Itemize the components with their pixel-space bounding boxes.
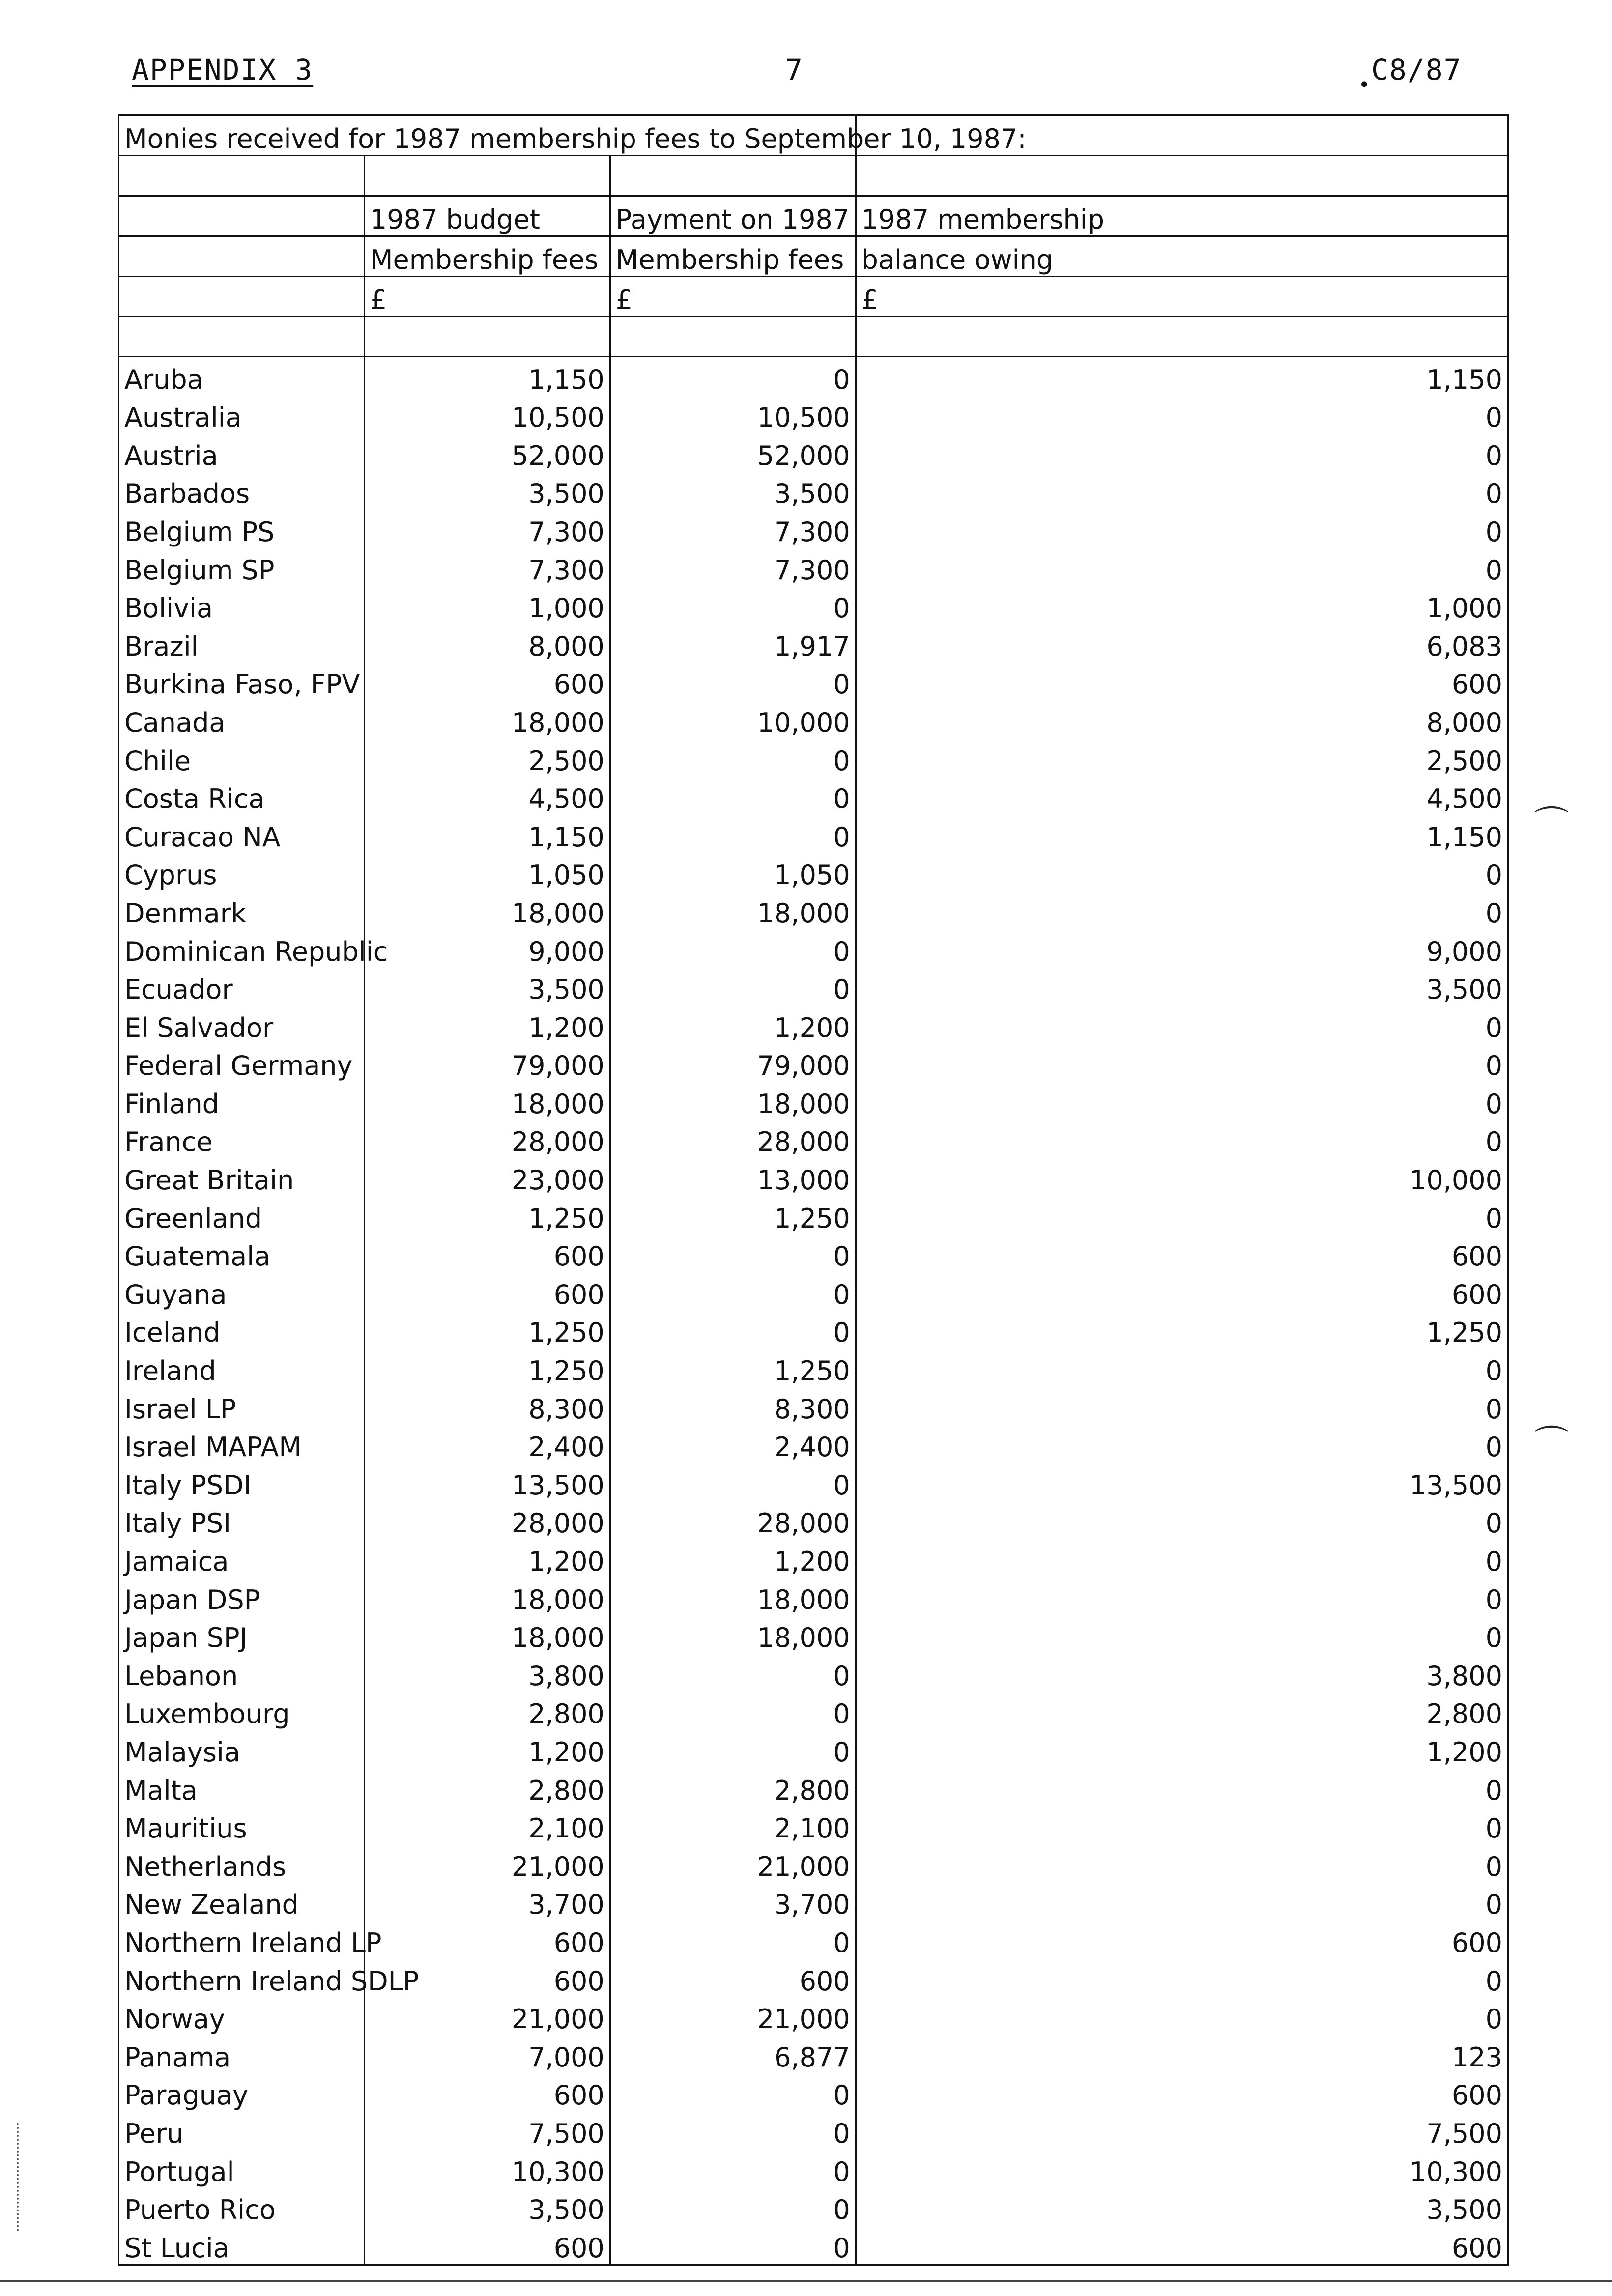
country-cell: El Salvador — [119, 1005, 365, 1044]
balance-cell: 13,500 — [856, 1463, 1508, 1501]
table-row — [119, 1387, 1508, 1425]
payment-cell: 0 — [610, 1311, 856, 1349]
payment-cell: 18,000 — [610, 1616, 856, 1654]
payment-cell: 3,700 — [610, 1883, 856, 1921]
payment-cell: 28,000 — [610, 1501, 856, 1540]
balance-header-line-1: 1987 membership — [856, 196, 1508, 236]
payment-cell: 0 — [610, 1463, 856, 1501]
budget-cell: 600 — [364, 2073, 610, 2112]
payment-header-line-2: Membership fees — [610, 236, 856, 277]
balance-cell: 0 — [856, 1425, 1508, 1464]
country-cell: Dominican Republic — [119, 929, 365, 968]
payment-cell: 0 — [610, 2226, 856, 2265]
empty-cell — [610, 317, 856, 357]
table-row — [119, 2073, 1508, 2112]
budget-cell: 600 — [364, 1921, 610, 1959]
empty-cell — [364, 156, 610, 196]
balance-header-line-2: balance owing — [856, 236, 1508, 277]
table-row — [119, 2111, 1508, 2150]
country-cell: Guyana — [119, 1272, 365, 1311]
payment-cell: 1,200 — [610, 1539, 856, 1578]
payment-cell: 8,300 — [610, 1387, 856, 1425]
payment-cell: 28,000 — [610, 1120, 856, 1158]
budget-cell: 7,300 — [364, 510, 610, 548]
country-cell: Belgium PS — [119, 510, 365, 548]
budget-cell: 1,250 — [364, 1196, 610, 1234]
column-header-row-2 — [119, 236, 1508, 277]
membership-fees-table — [118, 114, 1509, 2266]
margin-dots — [17, 2123, 22, 2231]
balance-cell: 0 — [856, 1539, 1508, 1578]
payment-cell: 0 — [610, 929, 856, 968]
payment-cell: 2,800 — [610, 1768, 856, 1807]
budget-cell: 3,500 — [364, 472, 610, 510]
country-cell: France — [119, 1120, 365, 1158]
table-row — [119, 624, 1508, 662]
country-cell: Costa Rica — [119, 777, 365, 815]
payment-cell: 79,000 — [610, 1044, 856, 1082]
payment-cell: 18,000 — [610, 1082, 856, 1120]
balance-cell: 600 — [856, 2226, 1508, 2265]
table-row — [119, 1463, 1508, 1501]
payment-cell: 1,917 — [610, 624, 856, 662]
balance-cell: 0 — [856, 548, 1508, 586]
country-cell: Belgium SP — [119, 548, 365, 586]
payment-cell: 52,000 — [610, 433, 856, 472]
table-row — [119, 1234, 1508, 1273]
budget-cell: 3,500 — [364, 968, 610, 1006]
budget-cell: 7,500 — [364, 2111, 610, 2150]
table-row — [119, 1921, 1508, 1959]
payment-cell: 0 — [610, 357, 856, 396]
budget-cell: 18,000 — [364, 700, 610, 739]
balance-cell: 0 — [856, 396, 1508, 434]
budget-cell: 600 — [364, 1272, 610, 1311]
country-cell: Greenland — [119, 1196, 365, 1234]
table-row — [119, 853, 1508, 891]
budget-cell: 23,000 — [364, 1158, 610, 1196]
payment-header-line-1: Payment on 1987 — [610, 196, 856, 236]
country-cell: Italy PSDI — [119, 1463, 365, 1501]
country-cell: Northern Ireland LP — [119, 1921, 365, 1959]
country-cell: Guatemala — [119, 1234, 365, 1273]
country-cell: New Zealand — [119, 1883, 365, 1921]
payment-cell: 0 — [610, 2073, 856, 2112]
budget-cell: 600 — [364, 662, 610, 701]
payment-cell: 2,400 — [610, 1425, 856, 1464]
budget-cell: 21,000 — [364, 1997, 610, 2036]
country-cell: Finland — [119, 1082, 365, 1120]
table-row — [119, 1844, 1508, 1883]
table-row — [119, 2188, 1508, 2226]
payment-cell: 21,000 — [610, 1844, 856, 1883]
budget-cell: 600 — [364, 2226, 610, 2265]
country-cell: Austria — [119, 433, 365, 472]
balance-cell: 1,150 — [856, 357, 1508, 396]
balance-cell: 600 — [856, 1234, 1508, 1273]
country-cell: Federal Germany — [119, 1044, 365, 1082]
country-cell: Peru — [119, 2111, 365, 2150]
balance-cell: 3,800 — [856, 1654, 1508, 1692]
budget-cell: 1,150 — [364, 815, 610, 853]
country-cell: Japan SPJ — [119, 1616, 365, 1654]
country-cell: Bolivia — [119, 586, 365, 625]
budget-cell: 1,000 — [364, 586, 610, 625]
country-cell: Jamaica — [119, 1539, 365, 1578]
budget-cell: 18,000 — [364, 1616, 610, 1654]
budget-header-line-1: 1987 budget — [364, 196, 610, 236]
country-cell: Ecuador — [119, 968, 365, 1006]
empty-cell — [856, 156, 1508, 196]
country-cell: Malta — [119, 1768, 365, 1807]
budget-cell: 2,800 — [364, 1692, 610, 1730]
table-row — [119, 1616, 1508, 1654]
budget-cell: 3,700 — [364, 1883, 610, 1921]
table-row — [119, 1654, 1508, 1692]
balance-cell: 2,500 — [856, 739, 1508, 777]
table-row — [119, 1807, 1508, 1845]
balance-cell: 1,000 — [856, 586, 1508, 625]
table-row — [119, 968, 1508, 1006]
payment-cell: 2,100 — [610, 1807, 856, 1845]
balance-cell: 0 — [856, 1883, 1508, 1921]
table-row — [119, 929, 1508, 968]
balance-cell: 1,150 — [856, 815, 1508, 853]
balance-cell: 0 — [856, 1082, 1508, 1120]
table-row — [119, 510, 1508, 548]
budget-cell: 18,000 — [364, 1578, 610, 1616]
spacer-row — [119, 317, 1508, 357]
table-row — [119, 700, 1508, 739]
country-cell: Australia — [119, 396, 365, 434]
table-row — [119, 357, 1508, 396]
balance-cell: 7,500 — [856, 2111, 1508, 2150]
payment-cell: 18,000 — [610, 1578, 856, 1616]
balance-cell: 8,000 — [856, 700, 1508, 739]
budget-cell: 21,000 — [364, 1844, 610, 1883]
country-cell: Northern Ireland SDLP — [119, 1959, 365, 1997]
payment-cell: 600 — [610, 1959, 856, 1997]
table-row — [119, 1997, 1508, 2036]
budget-cell: 1,200 — [364, 1005, 610, 1044]
table-row — [119, 396, 1508, 434]
table-row — [119, 1005, 1508, 1044]
budget-cell: 1,150 — [364, 357, 610, 396]
budget-cell: 600 — [364, 1959, 610, 1997]
budget-cell: 8,000 — [364, 624, 610, 662]
balance-cell: 600 — [856, 1921, 1508, 1959]
balance-cell: 0 — [856, 1044, 1508, 1082]
table-row — [119, 739, 1508, 777]
table-row — [119, 1730, 1508, 1768]
payment-cell: 0 — [610, 2111, 856, 2150]
table-row — [119, 1349, 1508, 1387]
table-row — [119, 1959, 1508, 1997]
margin-mark: ⌒ — [1534, 804, 1569, 844]
budget-cell: 10,300 — [364, 2150, 610, 2188]
table-row — [119, 433, 1508, 472]
balance-cell: 0 — [856, 472, 1508, 510]
budget-cell: 2,400 — [364, 1425, 610, 1464]
budget-cell: 1,200 — [364, 1730, 610, 1768]
payment-cell: 13,000 — [610, 1158, 856, 1196]
balance-cell: 0 — [856, 433, 1508, 472]
payment-cell: 0 — [610, 968, 856, 1006]
table-row — [119, 815, 1508, 853]
country-cell: Paraguay — [119, 2073, 365, 2112]
balance-cell: 0 — [856, 1120, 1508, 1158]
country-cell: Malaysia — [119, 1730, 365, 1768]
budget-cell: 1,250 — [364, 1311, 610, 1349]
payment-cell: 0 — [610, 815, 856, 853]
country-cell: Norway — [119, 1997, 365, 2036]
table-row — [119, 2035, 1508, 2073]
appendix-heading: APPENDIX 3 — [132, 53, 314, 86]
balance-cell: 0 — [856, 1196, 1508, 1234]
budget-cell: 4,500 — [364, 777, 610, 815]
table-row — [119, 1539, 1508, 1578]
balance-cell: 3,500 — [856, 2188, 1508, 2226]
budget-cell: 10,500 — [364, 396, 610, 434]
budget-cell: 9,000 — [364, 929, 610, 968]
payment-cell: 3,500 — [610, 472, 856, 510]
payment-cell: 0 — [610, 1730, 856, 1768]
country-cell: St Lucia — [119, 2226, 365, 2265]
country-cell: Canada — [119, 700, 365, 739]
budget-cell: 52,000 — [364, 433, 610, 472]
budget-cell: 7,000 — [364, 2035, 610, 2073]
balance-cell: 0 — [856, 1349, 1508, 1387]
country-cell: Chile — [119, 739, 365, 777]
balance-cell: 0 — [856, 1501, 1508, 1540]
payment-cell: 0 — [610, 2150, 856, 2188]
balance-cell: 1,250 — [856, 1311, 1508, 1349]
budget-cell: 18,000 — [364, 891, 610, 929]
table-row — [119, 2150, 1508, 2188]
budget-cell: 3,500 — [364, 2188, 610, 2226]
page-bottom-rule — [0, 2280, 1612, 2282]
payment-cell: 0 — [610, 2188, 856, 2226]
table-row — [119, 1425, 1508, 1464]
budget-cell: 2,100 — [364, 1807, 610, 1845]
payment-cell: 7,300 — [610, 510, 856, 548]
table-row — [119, 1501, 1508, 1540]
country-cell: Luxembourg — [119, 1692, 365, 1730]
table-row — [119, 1883, 1508, 1921]
balance-cell: 0 — [856, 1578, 1508, 1616]
table-row — [119, 891, 1508, 929]
table-row — [119, 1082, 1508, 1120]
balance-cell: 0 — [856, 1005, 1508, 1044]
balance-cell: 6,083 — [856, 624, 1508, 662]
budget-cell: 2,500 — [364, 739, 610, 777]
balance-cell: 3,500 — [856, 968, 1508, 1006]
country-cell: Portugal — [119, 2150, 365, 2188]
balance-cell: 4,500 — [856, 777, 1508, 815]
country-cell: Lebanon — [119, 1654, 365, 1692]
spacer-row — [119, 156, 1508, 196]
table-row — [119, 1692, 1508, 1730]
country-cell: Curacao NA — [119, 815, 365, 853]
country-cell: Iceland — [119, 1311, 365, 1349]
country-cell: Italy PSI — [119, 1501, 365, 1540]
balance-cell: 1,200 — [856, 1730, 1508, 1768]
budget-cell: 1,250 — [364, 1349, 610, 1387]
payment-cell: 7,300 — [610, 548, 856, 586]
empty-cell — [856, 317, 1508, 357]
table-row — [119, 586, 1508, 625]
empty-cell — [364, 317, 610, 357]
table-row — [119, 777, 1508, 815]
country-cell: Israel MAPAM — [119, 1425, 365, 1464]
balance-cell: 0 — [856, 1807, 1508, 1845]
payment-cell: 0 — [610, 777, 856, 815]
payment-cell: 21,000 — [610, 1997, 856, 2036]
table-row — [119, 1120, 1508, 1158]
balance-cell: 600 — [856, 662, 1508, 701]
country-cell: Puerto Rico — [119, 2188, 365, 2226]
payment-cell: 1,050 — [610, 853, 856, 891]
country-cell: Great Britain — [119, 1158, 365, 1196]
table-title: Monies received for 1987 membership fees to September 10, 1987: — [119, 115, 856, 156]
country-cell: Panama — [119, 2035, 365, 2073]
country-cell: Brazil — [119, 624, 365, 662]
payment-cell: 0 — [610, 586, 856, 625]
page-number: 7 — [785, 53, 804, 86]
country-cell: Ireland — [119, 1349, 365, 1387]
table-title-row — [119, 115, 1508, 156]
empty-cell — [610, 156, 856, 196]
balance-cell: 0 — [856, 1997, 1508, 2036]
budget-cell: 7,300 — [364, 548, 610, 586]
table-row — [119, 1158, 1508, 1196]
payment-cell: 10,500 — [610, 396, 856, 434]
balance-cell: 600 — [856, 2073, 1508, 2112]
budget-cell: 3,800 — [364, 1654, 610, 1692]
column-header-row-3 — [119, 277, 1508, 317]
table-row — [119, 472, 1508, 510]
budget-currency: £ — [364, 277, 610, 317]
balance-cell: 0 — [856, 1387, 1508, 1425]
margin-mark: ⌒ — [1534, 1423, 1569, 1463]
empty-cell — [119, 156, 365, 196]
balance-cell: 600 — [856, 1272, 1508, 1311]
balance-cell: 2,800 — [856, 1692, 1508, 1730]
country-cell: Aruba — [119, 357, 365, 396]
country-cell: Israel LP — [119, 1387, 365, 1425]
balance-cell: 9,000 — [856, 929, 1508, 968]
payment-cell: 0 — [610, 1692, 856, 1730]
table-row — [119, 1196, 1508, 1234]
payment-cell: 0 — [610, 1654, 856, 1692]
balance-cell: 0 — [856, 1844, 1508, 1883]
payment-cell: 0 — [610, 1921, 856, 1959]
table-row — [119, 1768, 1508, 1807]
country-cell: Netherlands — [119, 1844, 365, 1883]
payment-cell: 1,250 — [610, 1196, 856, 1234]
budget-cell: 8,300 — [364, 1387, 610, 1425]
empty-cell — [119, 317, 365, 357]
payment-cell: 6,877 — [610, 2035, 856, 2073]
payment-cell: 18,000 — [610, 891, 856, 929]
budget-cell: 28,000 — [364, 1120, 610, 1158]
country-cell: Cyprus — [119, 853, 365, 891]
payment-cell: 1,250 — [610, 1349, 856, 1387]
payment-currency: £ — [610, 277, 856, 317]
reference-dot: • — [1358, 74, 1370, 96]
country-cell: Barbados — [119, 472, 365, 510]
balance-currency: £ — [856, 277, 1508, 317]
payment-cell: 10,000 — [610, 700, 856, 739]
budget-header-line-2: Membership fees — [364, 236, 610, 277]
budget-cell: 28,000 — [364, 1501, 610, 1540]
table-row — [119, 548, 1508, 586]
payment-cell: 0 — [610, 739, 856, 777]
balance-cell: 10,000 — [856, 1158, 1508, 1196]
table-row — [119, 1272, 1508, 1311]
country-cell: Mauritius — [119, 1807, 365, 1845]
country-cell: Japan DSP — [119, 1578, 365, 1616]
table-row — [119, 662, 1508, 701]
payment-cell: 0 — [610, 1234, 856, 1273]
balance-cell: 123 — [856, 2035, 1508, 2073]
balance-cell: 0 — [856, 1616, 1508, 1654]
empty-cell — [119, 196, 365, 236]
table-row — [119, 1044, 1508, 1082]
budget-cell: 18,000 — [364, 1082, 610, 1120]
balance-cell: 0 — [856, 510, 1508, 548]
budget-cell: 13,500 — [364, 1463, 610, 1501]
budget-cell: 1,200 — [364, 1539, 610, 1578]
balance-cell: 0 — [856, 853, 1508, 891]
empty-cell — [119, 277, 365, 317]
balance-cell: 0 — [856, 891, 1508, 929]
budget-cell: 600 — [364, 1234, 610, 1273]
balance-cell: 0 — [856, 1768, 1508, 1807]
balance-cell: 10,300 — [856, 2150, 1508, 2188]
document-reference: C8/87 — [1371, 53, 1462, 86]
table-row — [119, 2226, 1508, 2265]
column-header-row-1 — [119, 196, 1508, 236]
table-row — [119, 1578, 1508, 1616]
balance-cell: 0 — [856, 1959, 1508, 1997]
budget-cell: 1,050 — [364, 853, 610, 891]
country-cell: Denmark — [119, 891, 365, 929]
budget-cell: 2,800 — [364, 1768, 610, 1807]
budget-cell: 79,000 — [364, 1044, 610, 1082]
table-body — [119, 115, 1508, 2265]
country-cell: Burkina Faso, FPV — [119, 662, 365, 701]
table-row — [119, 1311, 1508, 1349]
payment-cell: 0 — [610, 1272, 856, 1311]
empty-cell — [119, 236, 365, 277]
payment-cell: 0 — [610, 662, 856, 701]
payment-cell: 1,200 — [610, 1005, 856, 1044]
